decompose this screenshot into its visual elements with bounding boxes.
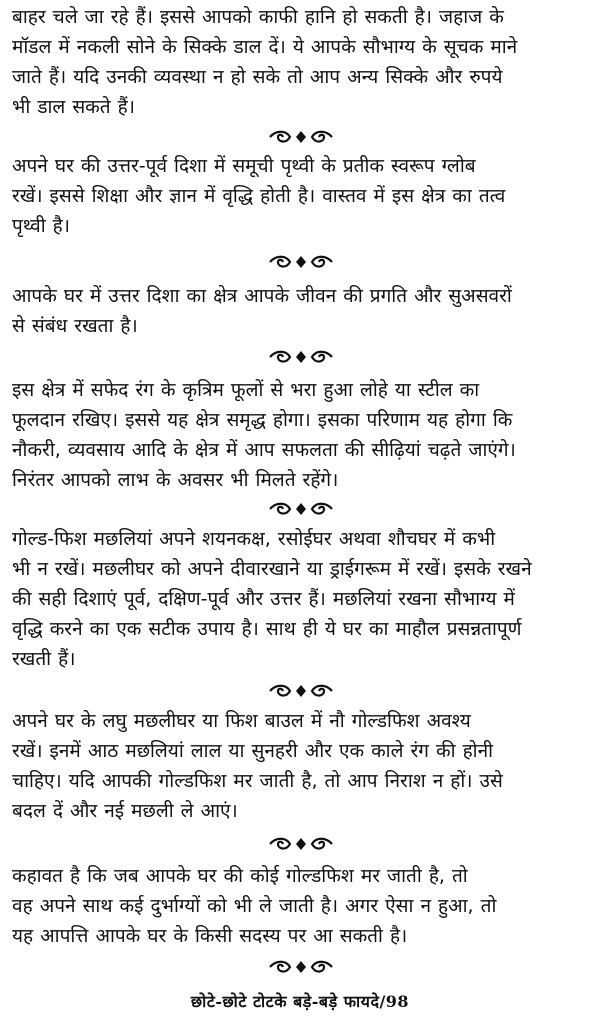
text-line: चाहिए। यदि आपकी गोल्डफिश मर जाती है, तो आप निराश न हों। उसे (12, 770, 503, 792)
text-line: से संबंध रखता है। (12, 315, 138, 337)
text-line: फूलदान रखिए। इससे यह क्षेत्र समृद्ध होगा। इसका परिणाम यह होगा कि (12, 409, 513, 431)
text-line: नौकरी, व्यवसाय आदि के क्षेत्र में आप सफलता की सीढ़ियां चढ़ते जाएंगे। (12, 439, 516, 461)
text-line: रखें। इनमें आठ मछलियां लाल या सुनहरी और एक काले रंग की होनी (12, 740, 494, 762)
text-line: भी डाल सकते हैं। (12, 96, 135, 118)
text-line: वह अपने साथ कई दुर्भाग्यों को भी ले जाती है। अगर ऐसा न हुआ, तो (12, 895, 497, 917)
text-line: गोल्ड-फिश मछलियां अपने शयनकक्ष, रसोईघर अथवा शौचघर में कभी (12, 528, 496, 550)
text-line: पृथ्वी है। (12, 215, 70, 237)
text-line: बदल दें और नई मछली ले आएं। (12, 800, 238, 822)
text-line: की सही दिशाएं पूर्व, दक्षिण-पूर्व और उत्तर हैं। मछलियां रखना सौभाग्य में (12, 588, 515, 610)
text-line: बाहर चले जा रहे हैं। इससे आपको काफी हानि हो सकती है। जहाज के (12, 6, 504, 28)
paragraph-6 (12, 706, 588, 826)
text-line: वृद्धि करने का एक सटीक उपाय है। साथ ही ये घर का माहौल प्रसन्नतापूर्ण (12, 618, 522, 640)
paragraph-4 (12, 375, 588, 495)
paragraph-1 (12, 2, 588, 122)
text-line: यह आपत्ति आपके घर के किसी सदस्य पर आ सकती है। (12, 925, 408, 947)
text-line: इस क्षेत्र में सफेद रंग के कृत्रिम फूलों से भरा हुआ लोहे या स्टील का (12, 379, 480, 401)
ornamental-divider-icon (268, 348, 334, 366)
paragraph-3 (12, 281, 588, 341)
ornamental-divider-icon (268, 958, 334, 976)
ornamental-divider-icon (268, 500, 334, 518)
text-line: मॉडल में नकली सोने के सिक्के डाल दें। ये आपके सौभाग्य के सूचक माने (12, 36, 518, 58)
text-line: निरंतर आपको लाभ के अवसर भी मिलते रहेंगे। (12, 469, 339, 491)
page-footer: छोटे-छोटे टोटके बड़े-बड़े फायदे/98 (190, 992, 410, 1011)
text-line: रखती हैं। (12, 648, 76, 670)
ornamental-divider-icon (268, 682, 334, 700)
ornamental-divider-icon (268, 835, 334, 853)
text-line: अपने घर की उत्तर-पूर्व दिशा में समूची पृथ्वी के प्रतीक स्वरूप ग्लोब (12, 155, 476, 177)
paragraph-7 (12, 861, 588, 951)
ornamental-divider-icon (268, 253, 334, 271)
paragraph-5 (12, 524, 588, 674)
text-line: रखें। इससे शिक्षा और ज्ञान में वृद्धि होती है। वास्तव में इस क्षेत्र का तत्व (12, 185, 506, 207)
text-line: कहावत है कि जब आपके घर की कोई गोल्डफिश मर जाती है, तो (12, 865, 468, 887)
paragraph-2 (12, 151, 588, 241)
text-line: भी न रखें। मछलीघर को अपने दीवारखाने या ड्राईगरूम में रखें। इसके रखने (12, 558, 532, 580)
ornamental-divider-icon (268, 128, 334, 146)
text-line: अपने घर के लघु मछलीघर या फिश बाउल में नौ गोल्डफिश अवश्य (12, 710, 471, 732)
text-line: जाते हैं। यदि उनकी व्यवस्था न हो सके तो आप अन्य सिक्के और रुपये (12, 66, 503, 88)
text-line: आपके घर में उत्तर दिशा का क्षेत्र आपके जीवन की प्रगति और सुअसवरों (12, 285, 512, 307)
